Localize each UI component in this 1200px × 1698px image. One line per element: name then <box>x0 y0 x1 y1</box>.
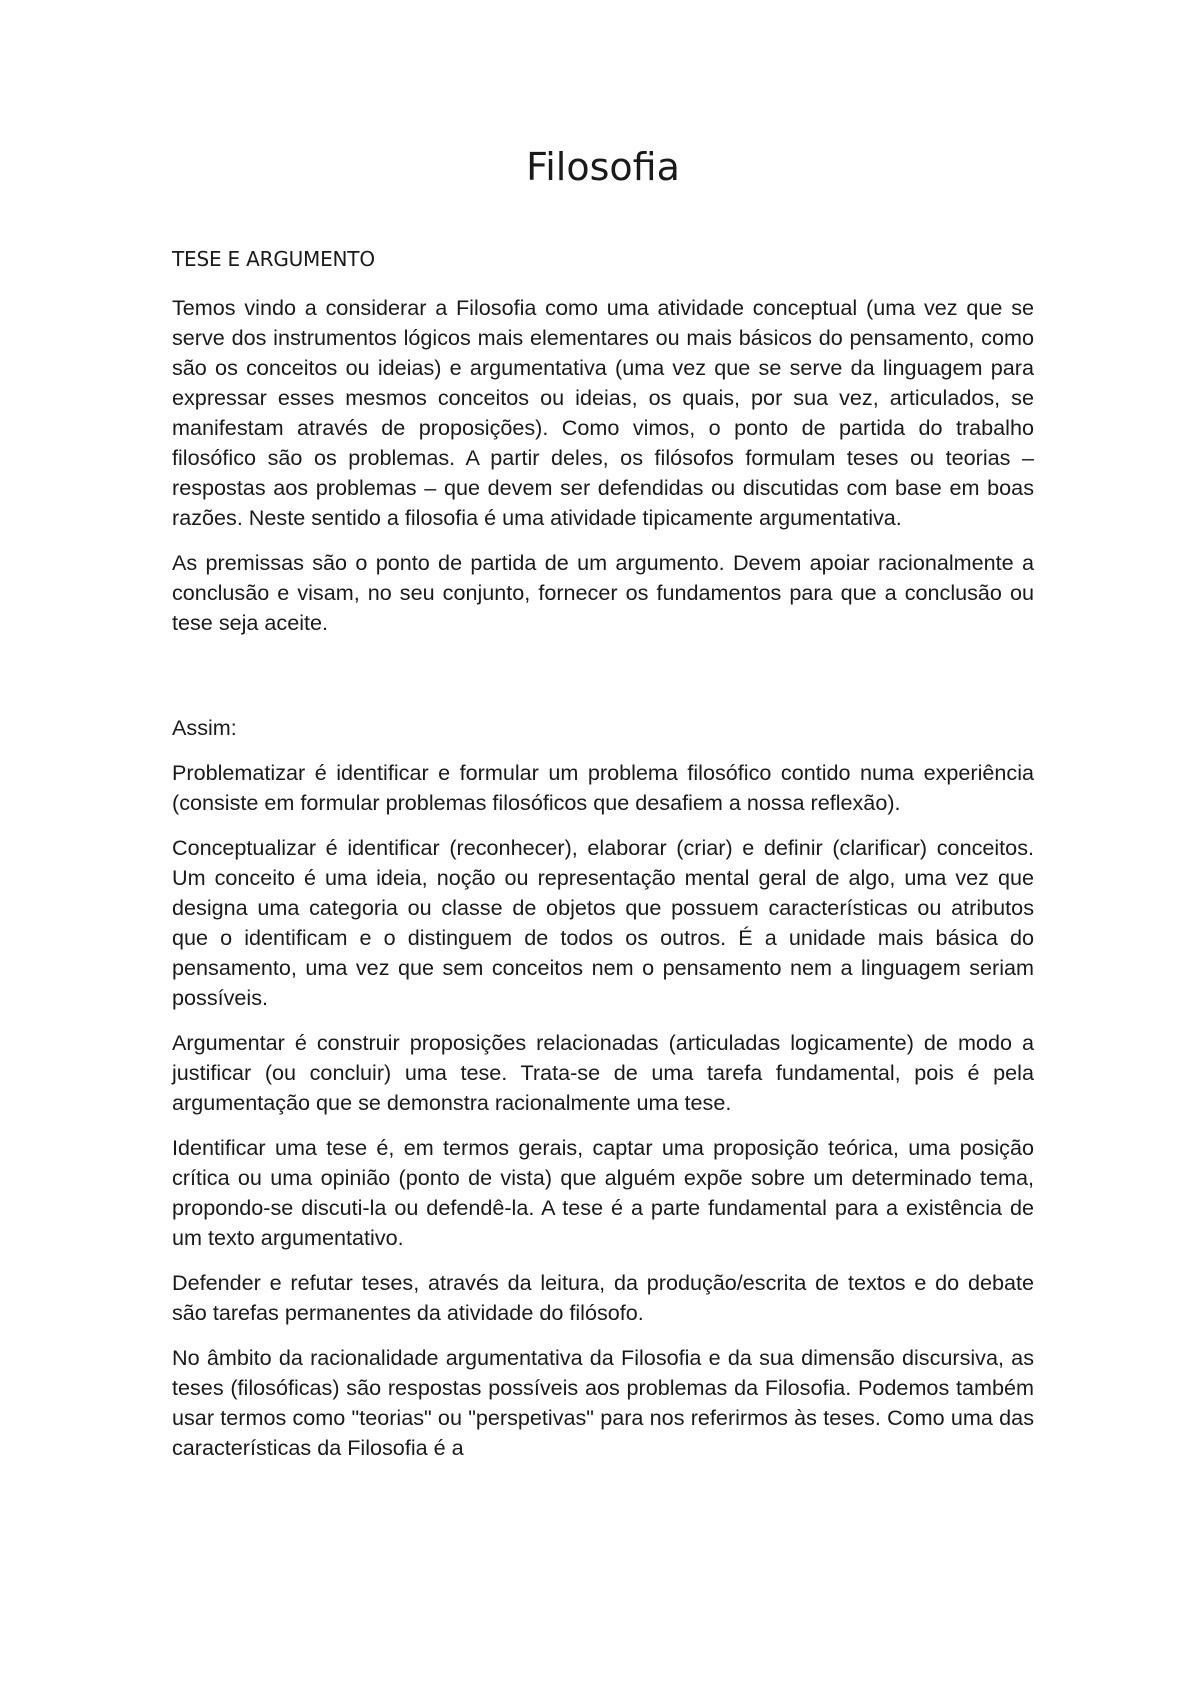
paragraph-premissas: As premissas são o ponto de partida de um argumento. Devem apoiar racionalmente a conclusão e visam, no seu conjunto, fornecer os fundamentos para que a conclusão ou tese seja aceite. <box>172 550 1034 635</box>
paragraph-identificar-tese: Identificar uma tese é, em termos gerais, captar uma proposição teórica, uma posição crítica ou uma opinião (ponto de vista) que alguém expõe sobre um determinado tema, propondo-se discuti-la ou defendê-la. A tese é a parte fundamental para a existência de um texto argumentativo. <box>172 1135 1034 1250</box>
paragraph-argumentar: Argumentar é construir proposições relacionadas (articuladas logicamente) de modo a justificar (ou concluir) uma tese. Trata-se de uma tarefa fundamental, pois é pela argumentação que se demonstra racionalmente uma tese. <box>172 1030 1034 1115</box>
section-heading: TESE E ARGUMENTO <box>172 247 375 271</box>
paragraph-intro: Temos vindo a considerar a Filosofia como uma atividade conceptual (uma vez que se serve dos instrumentos lógicos mais elementares ou mais básicos do pensamento, como são os conceitos ou ideias) e argumentativa (uma vez que se serve da linguagem para expressar esses mesmos conceitos ou ideias, os quais, por sua vez, articulados, se manifestam através de proposições). Como vimos, o ponto de partida do trabalho filosófico são os problemas. A partir deles, os filósofos formulam teses ou teorias – respostas aos problemas – que devem ser defendidas ou discutidas com base em boas razões. Neste sentido a filosofia é uma atividade tipicamente argumentativa. <box>172 295 1034 530</box>
paragraph-ambito: No âmbito da racionalidade argumentativa da Filosofia e da sua dimensão discursiva, as teses (filosóficas) são respostas possíveis aos problemas da Filosofia. Podemos também usar termos como "teorias" ou "perspetivas" para nos referirmos às teses. Como uma das características da Filosofia é a <box>172 1345 1034 1460</box>
paragraph-conceptualizar: Conceptualizar é identificar (reconhecer), elaborar (criar) e definir (clarificar) conceitos. Um conceito é uma ideia, noção ou representação mental geral de algo, uma vez que designa uma categoria ou classe de objetos que possuem características ou atributos que o identificam e o distinguem de todos os outros. É a unidade mais básica do pensamento, uma vez que sem conceitos nem o pensamento nem a linguagem seriam possíveis. <box>172 835 1034 1010</box>
paragraph-problematizar: Problematizar é identificar e formular um problema filosófico contido numa experiência (consiste em formular problemas filosóficos que desafiem a nossa reflexão). <box>172 760 1034 815</box>
document-content <box>172 137 1034 1478</box>
document-title: Filosofia <box>526 145 680 189</box>
paragraph-assim: Assim: <box>172 715 237 740</box>
paragraph-defender-refutar: Defender e refutar teses, através da leitura, da produção/escrita de textos e do debate são tarefas permanentes da atividade do filósofo. <box>172 1270 1034 1325</box>
